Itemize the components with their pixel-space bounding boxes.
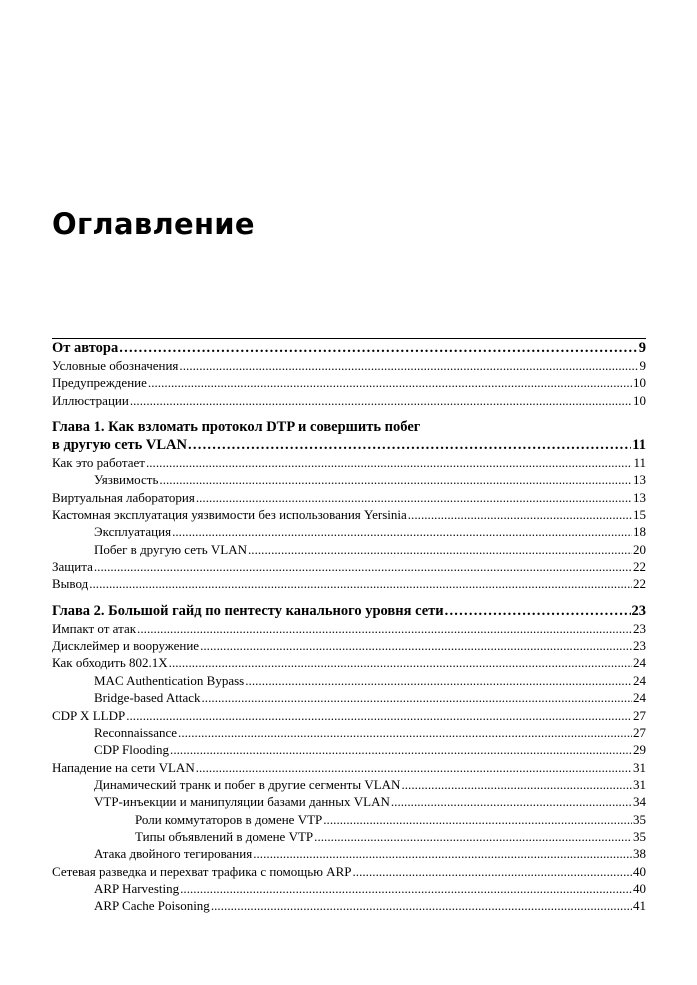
toc-dot-leader — [169, 654, 632, 671]
toc-dot-leader — [137, 620, 632, 637]
toc-entry-title: Вывод — [52, 576, 89, 592]
toc-entry-page: 27 — [633, 724, 646, 740]
toc-entry-title: CDP Flooding — [94, 742, 170, 758]
toc-entry-title: Защита — [52, 559, 93, 575]
toc-entry-title: Побег в другую сеть VLAN — [94, 541, 247, 557]
chapter-1-entry[interactable] — [52, 436, 646, 454]
toc-entry[interactable] — [52, 620, 646, 637]
toc-front-section — [52, 339, 646, 409]
toc-entry[interactable] — [52, 811, 646, 828]
toc-entry-page: 18 — [633, 524, 646, 540]
toc-entry-title: Условные обозначения — [52, 358, 179, 373]
toc-entry[interactable] — [52, 828, 646, 845]
toc-entry-title: Как обходить 802.1X — [52, 655, 168, 671]
toc-entry-title: От автора — [52, 340, 119, 356]
toc-dot-leader — [323, 811, 632, 828]
toc-entry-title: Типы объявлений в домене VTP — [135, 828, 314, 844]
toc-entry-page: 31 — [633, 776, 646, 792]
toc-entry-page: 24 — [633, 655, 646, 671]
toc-dot-leader — [188, 436, 631, 454]
toc-entry[interactable] — [52, 863, 646, 880]
toc-dot-leader — [253, 845, 632, 862]
toc-entry[interactable] — [52, 707, 646, 724]
toc-dot-leader — [89, 575, 632, 592]
toc-dot-leader — [196, 759, 632, 776]
toc-dot-leader — [401, 776, 632, 793]
toc-dot-leader — [172, 523, 632, 540]
toc-entry[interactable] — [52, 724, 646, 741]
toc-dot-leader — [445, 602, 631, 620]
toc-entry-title: Динамический транк и побег в другие сегменты VLAN — [94, 776, 401, 792]
toc-dot-leader — [314, 828, 632, 845]
toc-entry-title: Сетевая разведка и перехват трафика с помощью ARP — [52, 863, 352, 879]
toc-entry-page: 31 — [633, 759, 646, 775]
toc-dot-leader — [180, 880, 632, 897]
toc-dot-leader — [408, 506, 632, 523]
toc-dot-leader — [202, 689, 633, 706]
toc-entry-page: 27 — [633, 707, 646, 723]
toc-entry[interactable] — [52, 759, 646, 776]
toc-dot-leader — [178, 724, 632, 741]
toc-entry[interactable] — [52, 672, 646, 689]
toc-entry-page: 35 — [633, 828, 646, 844]
toc-entry[interactable] — [52, 793, 646, 810]
toc-entry-page: 13 — [633, 472, 646, 488]
toc-entry-page: 24 — [633, 690, 646, 706]
toc-dot-leader — [196, 489, 632, 506]
toc-entry[interactable] — [52, 489, 646, 506]
chapter-2-entry[interactable] — [52, 602, 646, 620]
toc-entry-page: 22 — [633, 559, 646, 575]
toc-entry-title: Атака двойного тегирования — [94, 846, 253, 862]
toc-entry[interactable] — [52, 506, 646, 523]
toc-dot-leader — [391, 793, 632, 810]
toc-entry-title: Предупреждение — [52, 375, 147, 391]
toc-dot-leader — [119, 339, 638, 357]
toc-dot-leader — [245, 672, 632, 689]
toc-entry[interactable] — [52, 558, 646, 575]
toc-entry-title: Импакт от атак — [52, 620, 137, 636]
toc-entry-title: Нападение на сети VLAN — [52, 759, 195, 775]
toc-entry[interactable] — [52, 637, 646, 654]
toc-entry-page: 29 — [633, 742, 646, 758]
toc-entry-page: 23 — [631, 602, 646, 619]
toc-dot-leader — [179, 357, 638, 374]
toc-dot-leader — [94, 558, 632, 575]
toc-entry-title: в другую сеть VLAN — [52, 437, 188, 454]
toc-entry-title: Bridge-based Attack — [94, 690, 201, 706]
toc-dot-leader — [130, 392, 632, 409]
toc-entry[interactable] — [52, 471, 646, 488]
toc-dot-leader — [126, 707, 632, 724]
toc-entry-page: 11 — [632, 437, 646, 454]
toc-dot-leader — [159, 471, 632, 488]
toc-dot-leader — [248, 541, 632, 558]
toc-entry-page: 40 — [633, 880, 646, 896]
toc-entry[interactable] — [52, 741, 646, 758]
toc-entry-title: VTP-инъекции и манипуляции базами данных VLAN — [94, 794, 390, 810]
table-of-contents — [52, 338, 646, 915]
toc-dot-leader — [148, 374, 632, 391]
toc-entry-page: 23 — [633, 620, 646, 636]
chapter-1-entries — [52, 454, 646, 593]
toc-entry[interactable] — [52, 897, 646, 914]
toc-entry-title: Уязвимость — [94, 472, 159, 488]
toc-entry[interactable] — [52, 575, 646, 592]
toc-entry-page: 10 — [633, 375, 646, 391]
toc-entry[interactable] — [52, 523, 646, 540]
toc-entry-page: 9 — [638, 340, 646, 356]
toc-dot-leader — [211, 897, 632, 914]
toc-entry[interactable] — [52, 845, 646, 862]
toc-entry[interactable] — [52, 654, 646, 671]
toc-entry-page: 40 — [633, 863, 646, 879]
page-title: Оглавление — [52, 207, 255, 241]
toc-entry[interactable] — [52, 454, 646, 471]
toc-entry-title: Глава 2. Большой гайд по пентесту канального уровня сети — [52, 602, 444, 619]
toc-entry-page: 41 — [633, 898, 646, 914]
toc-entry-title: ARP Cache Poisoning — [94, 898, 210, 914]
toc-entry-page: 15 — [633, 507, 646, 523]
toc-entry-page: 11 — [633, 455, 646, 471]
toc-entry-title: ARP Harvesting — [94, 880, 180, 896]
toc-entry[interactable] — [52, 541, 646, 558]
toc-entry-title: Виртуальная лаборатория — [52, 489, 195, 505]
toc-entry[interactable] — [52, 776, 646, 793]
toc-entry-page: 20 — [633, 541, 646, 557]
toc-dot-leader — [146, 454, 633, 471]
toc-entry-title: Как это работает — [52, 455, 145, 471]
toc-entry[interactable] — [52, 392, 646, 409]
toc-entry-title: Эксплуатация — [94, 524, 172, 540]
toc-entry-page: 9 — [639, 358, 646, 373]
toc-entry-page: 38 — [633, 846, 646, 862]
toc-entry-title: Иллюстрации — [52, 392, 129, 408]
toc-entry-title: MAC Authentication Bypass — [94, 672, 245, 688]
toc-entry-title: Кастомная эксплуатация уязвимости без использования Yersinia — [52, 507, 407, 523]
toc-entry[interactable] — [52, 689, 646, 706]
toc-dot-leader — [200, 637, 632, 654]
toc-dot-leader — [170, 741, 632, 758]
toc-entry-title: Дисклеймер и вооружение — [52, 638, 200, 654]
toc-entry[interactable] — [52, 374, 646, 391]
toc-entry-page: 10 — [633, 392, 646, 408]
toc-entry-page: 35 — [633, 811, 646, 827]
toc-entry-page: 24 — [633, 672, 646, 688]
toc-entry-page: 34 — [633, 794, 646, 810]
toc-entry-page: 23 — [633, 638, 646, 654]
chapter-2-entries — [52, 620, 646, 915]
toc-entry-page: 22 — [633, 576, 646, 592]
toc-entry-title: Reconnaissance — [94, 724, 178, 740]
toc-entry-title: Роли коммутаторов в домене VTP — [135, 811, 323, 827]
chapter-1-heading-line1: Глава 1. Как взломать протокол DTP и совершить побег — [52, 419, 421, 436]
toc-entry[interactable] — [52, 880, 646, 897]
toc-entry[interactable] — [52, 339, 646, 357]
toc-dot-leader — [352, 863, 632, 880]
toc-entry[interactable] — [52, 357, 646, 374]
toc-entry-page: 13 — [633, 489, 646, 505]
toc-entry-title: CDP X LLDP — [52, 707, 126, 723]
